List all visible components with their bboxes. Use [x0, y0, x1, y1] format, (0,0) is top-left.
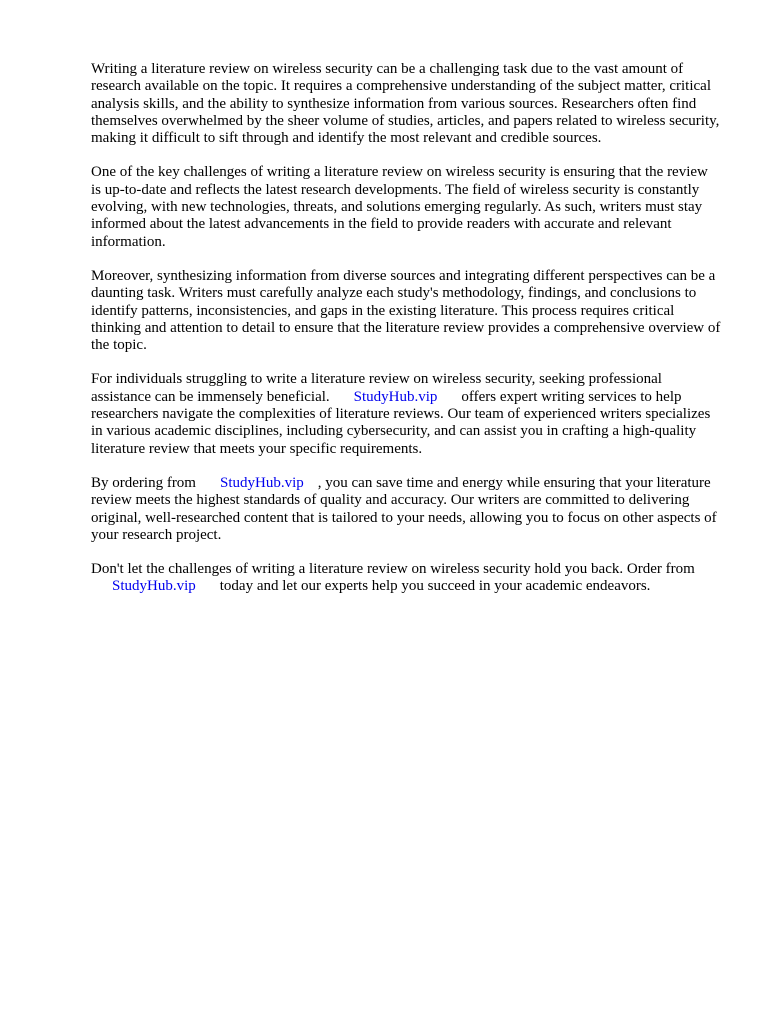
paragraph-4 — [91, 371, 721, 457]
paragraph-3: Moreover, synthesizing information from diverse sources and integrating different perspectives can be a daunting task. Writers must carefully analyze each study's methodology, findings, and conclusions to identify patterns, inconsistencies, and gaps in the existing literature. This process requires critical thinking and attention to detail to ensure that the literature review provides a comprehensive overview of the topic. — [91, 267, 721, 354]
paragraph-5 — [91, 475, 721, 544]
paragraph-4-text-after: offers expert writing services to help researchers navigate the complexities of literature reviews. Our team of experienced writers specializes in various academic disciplines, including cybersecurity, and can assist you in crafting a high-quality literature review that meets your specific requirements. — [91, 388, 711, 457]
studyhub-link-2[interactable]: StudyHub.vip — [219, 474, 304, 491]
paragraph-1: Writing a literature review on wireless security can be a challenging task due to the vast amount of research available on the topic. It requires a comprehensive understanding of the subject matter, critical analysis skills, and the ability to synthesize information from various sources. Researchers often find themselves overwhelmed by the sheer volume of studies, articles, and papers related to wireless security, making it difficult to sift through and identify the most relevant and credible sources. — [91, 61, 720, 147]
paragraph-5-text-before: By ordering from — [91, 474, 196, 491]
studyhub-link-3[interactable]: StudyHub.vip — [112, 578, 196, 595]
paragraph-5-text-after: , you can save time and energy while ensuring that your literature review meets the highest standards of quality and accuracy. Our writers are committed to delivering original, well-researched content that is tailored to your needs, allowing you to focus on other aspects of your research project. — [91, 474, 717, 543]
studyhub-link-1[interactable]: StudyHub.vip — [353, 388, 438, 405]
paragraph-2: One of the key challenges of writing a literature review on wireless security is ensuring that the review is up-to-date and reflects the latest research developments. The field of wireless security is constantly evolving, with new technologies, threats, and solutions emerging regularly. As such, writers must stay informed about the latest advancements in the field to provide readers with accurate and relevant information. — [91, 164, 708, 250]
paragraph-6-text-after: today and let our experts help you succeed in your academic endeavors. — [219, 578, 651, 595]
document-page — [91, 61, 721, 613]
paragraph-6-text-before: Don't let the challenges of writing a literature review on wireless security hold you back. Order from — [91, 561, 695, 578]
paragraph-6 — [91, 561, 721, 596]
paragraph-4-text-before: For individuals struggling to write a literature review on wireless security, seeking professional assistance can be immensely beneficial. — [91, 371, 662, 405]
